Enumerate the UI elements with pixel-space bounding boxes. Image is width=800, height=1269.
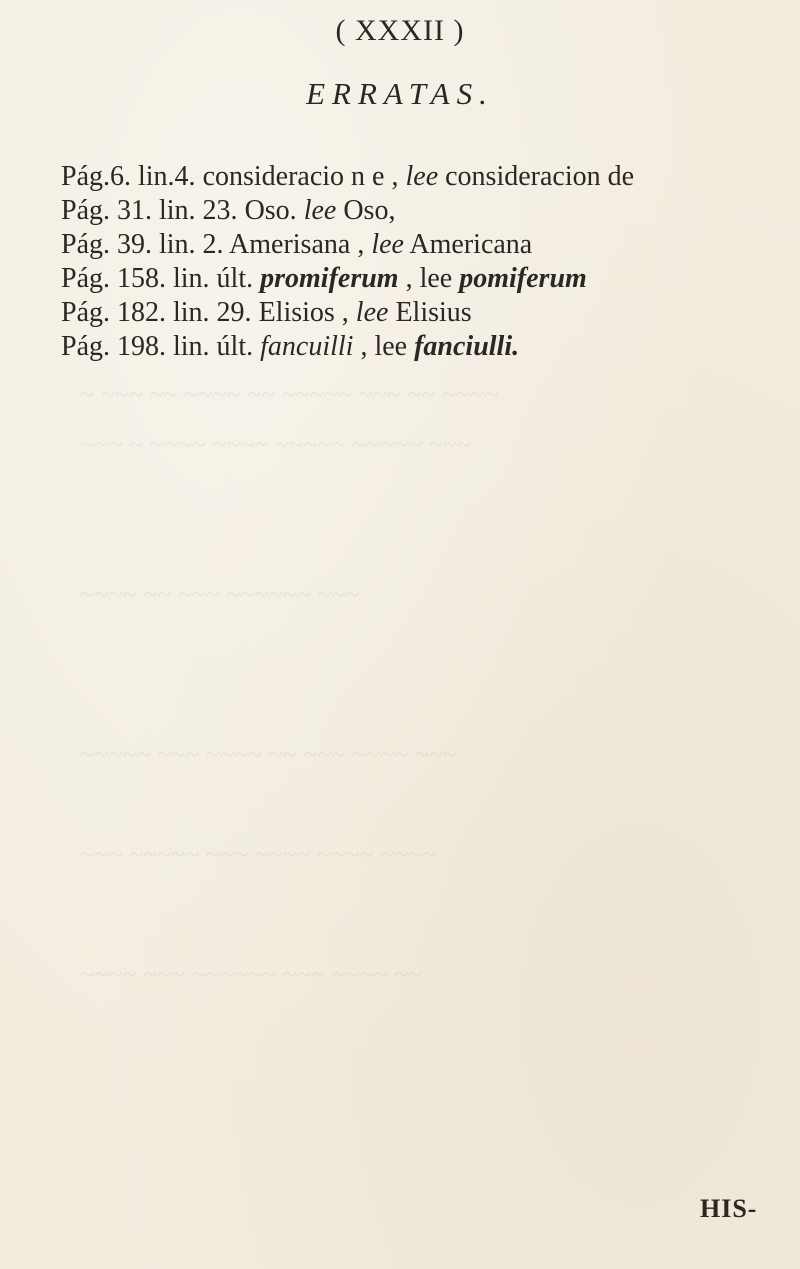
errata-separator: ,: [353, 331, 375, 362]
errata-wrong: Elisios: [258, 297, 335, 328]
errata-location: Pág. 198. lin. últ.: [61, 331, 261, 362]
errata-correct: fanciulli.: [414, 331, 520, 362]
page-number: ( XXXII ): [335, 14, 465, 47]
errata-lee: lee: [405, 161, 439, 192]
show-through-texture: ~ ~~~ ~~ ~~~~ ~~ ~~~~~ ~~~ ~~ ~~~~: [80, 380, 498, 409]
errata-row: [61, 262, 781, 296]
errata-separator: ,: [398, 263, 420, 294]
show-through-texture: ~~~ ~ ~~~~ ~~~~ ~~~~~ ~~~~~ ~~~: [80, 430, 471, 459]
errata-wrong: consideracio n e: [202, 161, 385, 192]
errata-lee: lee: [374, 331, 408, 362]
errata-correct: consideracion de: [438, 161, 635, 192]
show-through-texture: ~~~ ~~~~~ ~~~ ~~~~ ~~~~ ~~~~: [80, 840, 437, 869]
errata-list: [61, 160, 781, 364]
errata-correct: pomiferum: [459, 263, 587, 294]
errata-separator: ,: [384, 161, 406, 192]
errata-correct: Americana: [403, 229, 533, 260]
errata-location: Pág. 182. lin. 29.: [61, 297, 259, 328]
errata-correct: Oso,: [336, 195, 396, 226]
errata-wrong: fancuilli: [260, 331, 354, 362]
page-title: ERRATAS.: [306, 76, 494, 111]
errata-lee: lee: [303, 195, 337, 226]
errata-location: Pág. 31. lin. 23.: [61, 195, 245, 226]
errata-separator: ,: [334, 297, 356, 328]
show-through-texture: ~~~~~ ~~~ ~~~~ ~~ ~~~ ~~~~ ~~~: [80, 740, 457, 769]
errata-row: [61, 330, 781, 364]
errata-row: [61, 296, 781, 330]
errata-lee: lee: [355, 297, 389, 328]
errata-lee: lee: [419, 263, 453, 294]
catchword: HIS-: [700, 1194, 758, 1223]
errata-row: [61, 228, 781, 262]
errata-location: Pág. 158. lin. últ.: [61, 263, 261, 294]
errata-wrong: Amerisana: [229, 229, 351, 260]
errata-correct: Elisius: [388, 297, 472, 328]
errata-lee: lee: [371, 229, 404, 260]
errata-location: Pág. 39. lin. 2.: [61, 229, 230, 260]
errata-wrong: Oso.: [244, 195, 297, 226]
show-through-texture: ~~~~ ~~ ~~~ ~~~~~~ ~~~: [80, 580, 360, 609]
errata-wrong: promiferum: [260, 263, 399, 294]
errata-separator: [297, 195, 304, 226]
show-through-texture: ~~~~ ~~~ ~~~~~~ ~~~ ~~~~ ~~: [80, 960, 422, 989]
errata-location: Pág.6. lin.4.: [61, 161, 203, 192]
errata-row: [61, 194, 781, 228]
errata-row: [61, 160, 781, 194]
errata-separator: ,: [350, 229, 372, 260]
